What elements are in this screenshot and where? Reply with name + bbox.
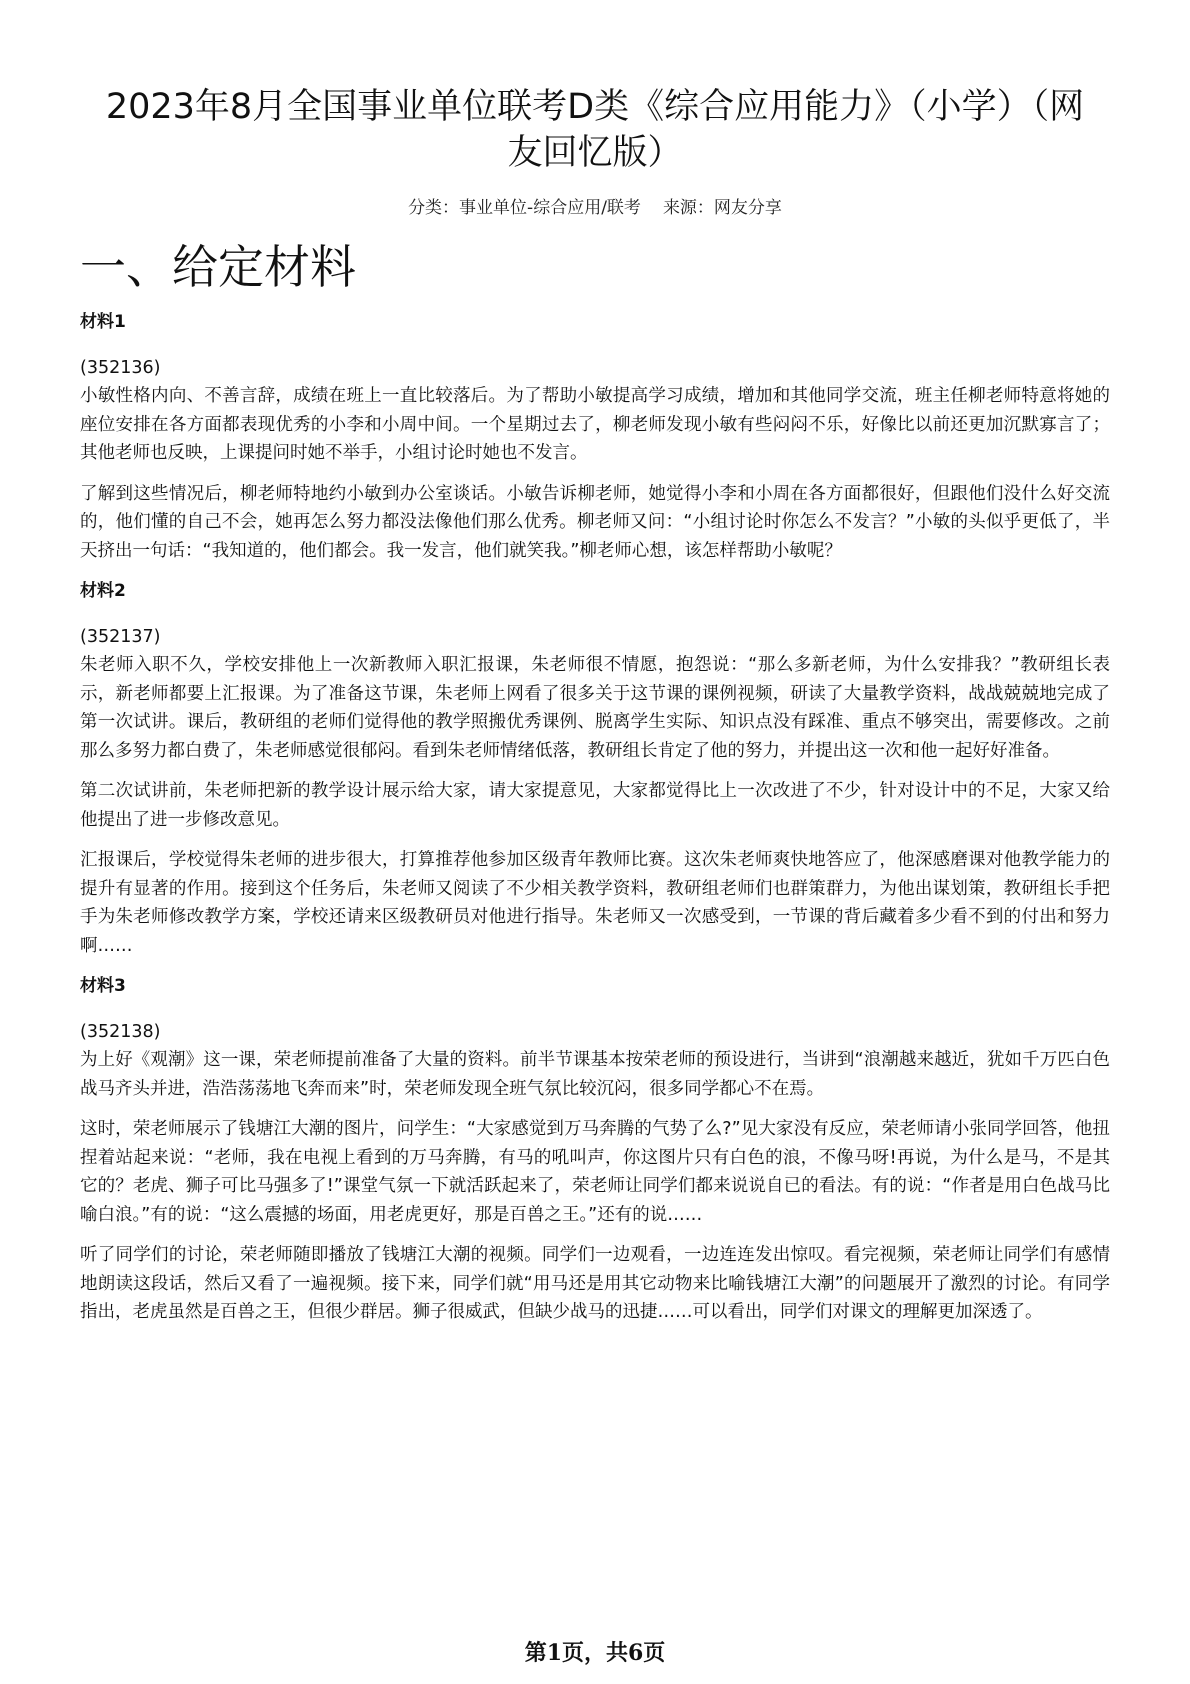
document-meta	[80, 196, 1110, 220]
document-page	[80, 84, 1110, 1339]
source-label: 来源：网友分享	[662, 198, 782, 218]
material-2	[80, 579, 1110, 960]
material-1	[80, 310, 1110, 565]
material-id: (352137)	[80, 627, 161, 647]
material-title: 材料2	[80, 581, 126, 601]
material-paragraph: 听了同学们的讨论，荣老师随即播放了钱塘江大潮的视频。同学们一边观看，一边连连发出惊叹。看完视频，荣老师让同学们有感情地朗读这段话，然后又看了一遍视频。接下来，同学们就“用马还是用其它动物来比喻钱塘江大潮”的问题展开了激烈的讨论。有同学指出，老虎虽然是百兽之王，但很少群居。狮子很威武，但缺少战马的迅捷……可以看出，同学们对课文的理解更加深透了。	[80, 1245, 1110, 1322]
section-heading: 一、给定材料	[80, 240, 356, 294]
material-title: 材料1	[80, 312, 126, 332]
material-paragraph: 朱老师入职不久，学校安排他上一次新教师入职汇报课，朱老师很不情愿，抱怨说：“那么多新老师，为什么安排我？”教研组长表示，新老师都要上汇报课。为了准备这节课，朱老师上网看了很多关于这节课的课例视频，研读了大量教学资料，战战兢兢地完成了第一次试讲。课后，教研组的老师们觉得他的教学照搬优秀课例、脱离学生实际、知识点没有踩准、重点不够突出，需要修改。之前那么多努力都白费了，朱老师感觉很郁闷。看到朱老师情绪低落，教研组长肯定了他的努力，并提出这一次和他一起好好准备。	[80, 655, 1110, 761]
material-paragraph: 第二次试讲前，朱老师把新的教学设计展示给大家，请大家提意见，大家都觉得比上一次改进了不少，针对设计中的不足，大家又给他提出了进一步修改意见。	[80, 781, 1110, 830]
material-paragraph: 了解到这些情况后，柳老师特地约小敏到办公室谈话。小敏告诉柳老师，她觉得小李和小周在各方面都很好，但跟他们没什么好交流的，他们懂的自己不会，她再怎么努力都没法像他们那么优秀。柳老师又问：“小组讨论时你怎么不发言？”小敏的头似乎更低了，半天挤出一句话：“我知道的，他们都会。我一发言，他们就笑我。”柳老师心想，该怎样帮助小敏呢？	[80, 483, 1110, 561]
material-paragraph: 为上好《观潮》这一课，荣老师提前准备了大量的资料。前半节课基本按荣老师的预设进行，当讲到“浪潮越来越近，犹如千万匹白色战马齐头并进，浩浩荡荡地飞奔而来”时，荣老师发现全班气氛比较沉闷，很多同学都心不在焉。	[80, 1050, 1110, 1099]
material-id: (352138)	[80, 1022, 161, 1042]
document-title: 2023年8月全国事业单位联考D类《综合应用能力》（小学）（网友回忆版）	[105, 87, 1085, 173]
page-number-footer: 第1页，共6页	[524, 1640, 666, 1666]
material-id: (352136)	[80, 358, 161, 378]
material-paragraph: 汇报课后，学校觉得朱老师的进步很大，打算推荐他参加区级青年教师比赛。这次朱老师爽快地答应了，他深感磨课对他教学能力的提升有显著的作用。接到这个任务后，朱老师又阅读了不少相关教学资料，教研组老师们也群策群力，为他出谋划策，教研组长手把手为朱老师修改教学方案，学校还请来区级教研员对他进行指导。朱老师又一次感受到，一节课的背后藏着多少看不到的付出和努力啊……	[80, 850, 1110, 956]
material-3	[80, 974, 1110, 1327]
material-paragraph: 小敏性格内向、不善言辞，成绩在班上一直比较落后。为了帮助小敏提高学习成绩，增加和其他同学交流，班主任柳老师特意将她的座位安排在各方面都表现优秀的小李和小周中间。一个星期过去了，柳老师发现小敏有些闷闷不乐，好像比以前还更加沉默寡言了；其他老师也反映，上课提问时她不举手，小组讨论时她也不发言。	[80, 386, 1110, 463]
material-paragraph: 这时，荣老师展示了钱塘江大潮的图片，问学生：“大家感觉到万马奔腾的气势了么?”见大家没有反应，荣老师请小张同学回答，他扭捏着站起来说：“老师，我在电视上看到的万马奔腾，有马的吼叫声，你这图片只有白色的浪，不像马呀!再说，为什么是马，不是其它的？老虎、狮子可比马强多了!”课堂气氛一下就活跃起来了，荣老师让同学们都来说说自已的看法。有的说：“作者是用白色战马比喻白浪。”有的说：“这么震撼的场面，用老虎更好，那是百兽之王。”还有的说……	[80, 1119, 1110, 1225]
material-title: 材料3	[80, 976, 126, 996]
category-label: 分类：事业单位-综合应用/联考	[408, 198, 641, 218]
